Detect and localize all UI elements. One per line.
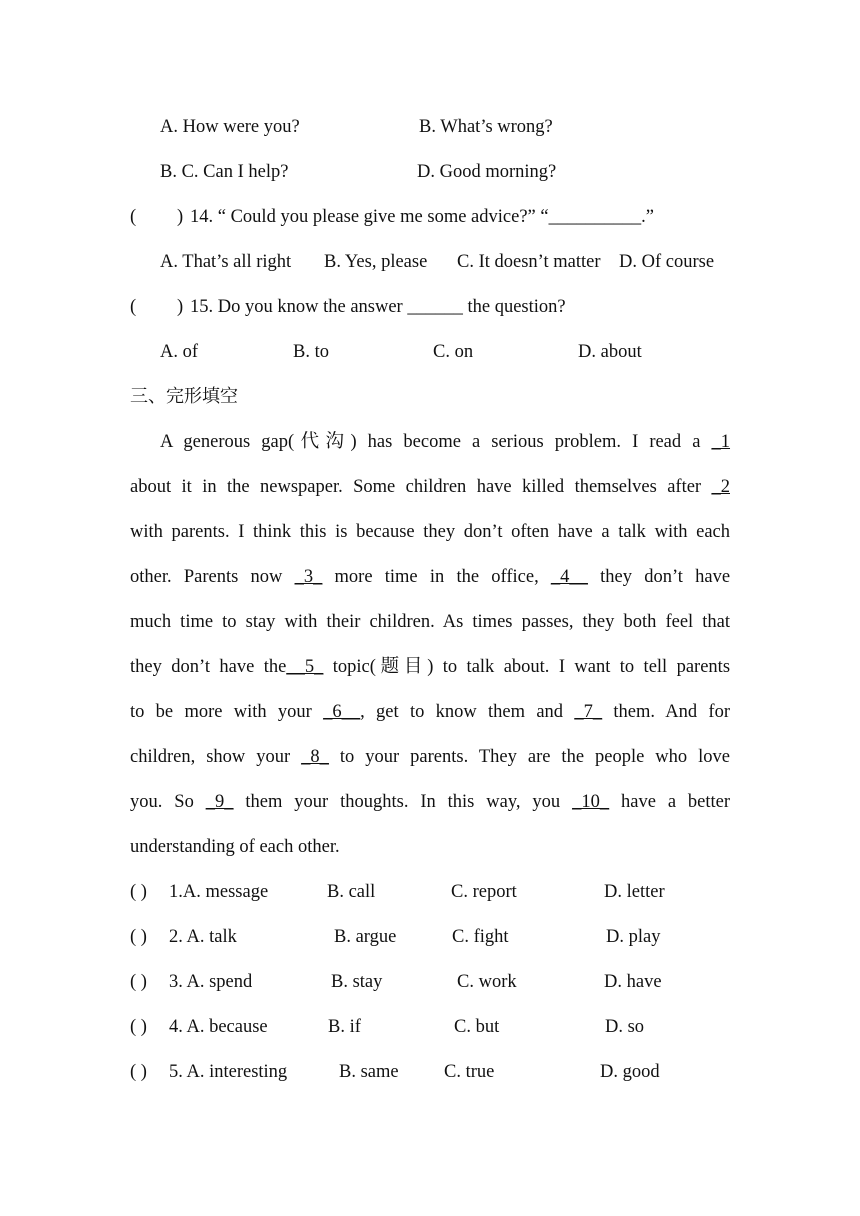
q15-answer-paren-open: ( (130, 297, 137, 317)
passage-line: they don’t have the__5_ topic(题目) to talk about. I want to tell parents (130, 657, 731, 677)
blank-3: _3_ (294, 567, 323, 587)
q14-answer-paren-close: ) (177, 207, 184, 227)
cloze-item-option-b: B. argue (334, 927, 397, 947)
q14-answer-paren-open: ( (130, 207, 137, 227)
cloze-item-option-a: 3. A. spend (169, 972, 253, 992)
cloze-item-option-d: D. good (600, 1062, 660, 1082)
cloze-item-option-a: 2. A. talk (169, 927, 237, 947)
cloze-item-option-c: C. but (454, 1017, 500, 1037)
passage-line: to be more with your _6__, get to know them and _7_ them. And for (130, 702, 731, 722)
q14-option-c: C. It doesn’t matter (457, 252, 601, 272)
q14-option-b: B. Yes, please (324, 252, 428, 272)
q15-option-b: B. to (293, 342, 329, 362)
blank-4: _4__ (550, 567, 588, 587)
cloze-item-option-d: D. play (606, 927, 661, 947)
q15-answer-paren-close: ) (177, 297, 184, 317)
passage-line: with parents. I think this is because they don’t often have a talk with each (130, 522, 730, 542)
blank-10: _10_ (572, 792, 610, 812)
passage-line: much time to stay with their children. As times passes, they both feel that (130, 612, 730, 632)
q13-option-c: B. C. Can I help? (160, 162, 289, 182)
blank-9: _9_ (205, 792, 234, 812)
cloze-item-option-a: 1.A. message (169, 882, 269, 902)
cloze-item-option-b: B. stay (331, 972, 383, 992)
cloze-item-paren: ( ) (130, 1017, 147, 1037)
q14-option-d: D. Of course (619, 252, 715, 272)
q15-option-a: A. of (160, 342, 199, 362)
passage-line: you. So _9_ them your thoughts. In this way, you _10_ have a better (130, 792, 731, 812)
blank-7: _7_ (574, 702, 603, 722)
section-heading: 三、完形填空 (130, 386, 238, 407)
passage-line: A generous gap(代沟) has become a serious problem. I read a _1 (160, 432, 731, 452)
cloze-item-option-d: D. so (605, 1017, 645, 1037)
blank-6: _6__ (323, 702, 361, 722)
passage-line: other. Parents now _3_ more time in the office, _4__ they don’t have (130, 567, 731, 587)
cloze-item-option-c: C. report (451, 882, 517, 902)
q15-option-c: C. on (433, 342, 474, 362)
q13-option-b: B. What’s wrong? (419, 117, 553, 137)
q14-option-a: A. That’s all right (160, 252, 292, 272)
cloze-item-paren: ( ) (130, 1062, 147, 1082)
q13-option-d: D. Good morning? (417, 162, 557, 182)
cloze-item-option-b: B. call (327, 882, 376, 902)
q15-question: 15. Do you know the answer ______ the question? (190, 297, 566, 317)
cloze-item-paren: ( ) (130, 927, 147, 947)
blank-2: _2 (711, 477, 730, 497)
cloze-item-option-d: D. have (604, 972, 662, 992)
cloze-item-paren: ( ) (130, 972, 147, 992)
q14-question: 14. “ Could you please give me some advice?” “__________.” (190, 207, 654, 227)
cloze-item-option-c: C. true (444, 1062, 495, 1082)
passage-line: children, show your _8_ to your parents. They are the people who love (130, 747, 731, 767)
passage-line: about it in the newspaper. Some children have killed themselves after _2 (130, 477, 730, 497)
cloze-item-option-b: B. if (328, 1017, 361, 1037)
blank-5: __5_ (286, 657, 324, 677)
cloze-item-option-b: B. same (339, 1062, 399, 1082)
cloze-item-option-d: D. letter (604, 882, 665, 902)
passage-line: understanding of each other. (130, 837, 340, 857)
cloze-item-paren: ( ) (130, 882, 147, 902)
q15-option-d: D. about (578, 342, 642, 362)
cloze-item-option-c: C. fight (452, 927, 509, 947)
cloze-item-option-c: C. work (457, 972, 517, 992)
q13-option-a: A. How were you? (160, 117, 300, 137)
cloze-item-option-a: 5. A. interesting (169, 1062, 288, 1082)
blank-1: _1 (711, 432, 731, 452)
blank-8: _8_ (301, 747, 329, 767)
cloze-item-option-a: 4. A. because (169, 1017, 268, 1037)
